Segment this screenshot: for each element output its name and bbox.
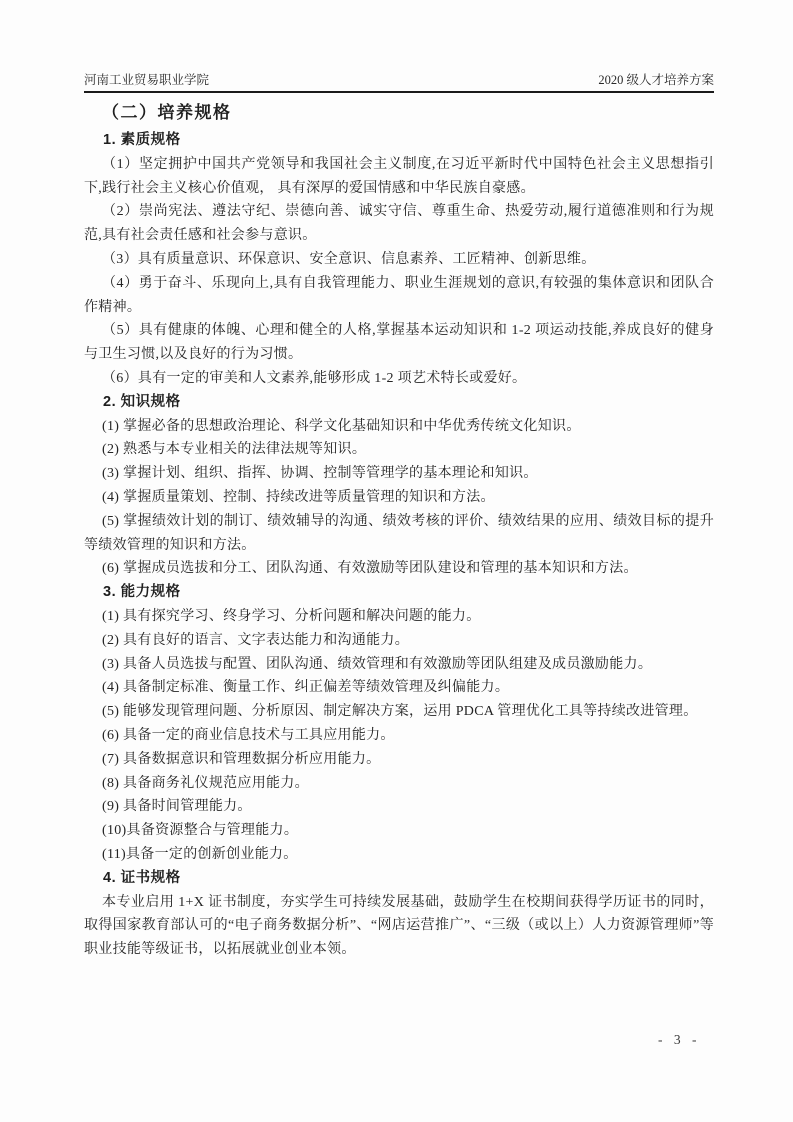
paragraph: (9) 具备时间管理能力。 — [102, 799, 252, 815]
header-divider — [84, 91, 714, 93]
document-body — [84, 129, 714, 962]
section-heading: 2. 知识规格 — [103, 393, 181, 410]
paragraph: (1) 具有探究学习、终身学习、分析问题和解决问题的能力。 — [102, 608, 481, 624]
header-plan-title: 2020 级人才培养方案 — [598, 73, 714, 87]
paragraph: (2) 具有良好的语言、文字表达能力和沟通能力。 — [102, 632, 410, 648]
paragraph: 本专业启用 1+X 证书制度，夯实学生可持续发展基础，鼓励学生在校期间获得学历证书的同时，取得国家教育部认可的“电子商务数据分析”、“网店运营推广”、“三级（或以上）人力资源管理师”等职业技能等级证书，以拓展就业创业本领。 — [84, 894, 714, 958]
paragraph: (8) 具备商务礼仪规范应用能力。 — [102, 775, 309, 791]
paragraph: (2) 熟悉与本专业相关的法律法规等知识。 — [102, 442, 367, 458]
paragraph: (11)具备一定的创新创业能力。 — [102, 846, 298, 862]
page-title: （二）培养规格 — [102, 103, 232, 122]
paragraph: (10)具备资源整合与管理能力。 — [102, 823, 299, 839]
page-header — [84, 70, 714, 88]
section-heading: 3. 能力规格 — [103, 584, 181, 601]
paragraph: (5) 掌握绩效计划的制订、绩效辅导的沟通、绩效考核的评价、绩效结果的应用、绩效目标的提升等绩效管理的知识和方法。 — [84, 513, 714, 553]
page-number: - 3 - — [658, 1032, 701, 1047]
paragraph: （5）具有健康的体魄、心理和健全的人格,掌握基本运动知识和 1-2 项运动技能,养成良好的健身与卫生习惯,以及良好的行为习惯。 — [84, 323, 714, 363]
section-heading: 1. 素质规格 — [103, 132, 181, 148]
paragraph: （4）勇于奋斗、乐现向上,具有自我管理能力、职业生涯规划的意识,有较强的集体意识和团队合作精神。 — [84, 275, 714, 315]
paragraph: (3) 掌握计划、组织、指挥、协调、控制等管理学的基本理论和知识。 — [102, 466, 538, 482]
paragraph: （6）具有一定的审美和人文素养,能够形成 1-2 项艺术特长或爱好。 — [102, 370, 527, 386]
paragraph: (1) 掌握必备的思想政治理论、科学文化基础知识和中华优秀传统文化知识。 — [102, 418, 581, 434]
paragraph: （3）具有质量意识、环保意识、安全意识、信息素养、工匠精神、创新思维。 — [102, 251, 596, 267]
paragraph: (6) 具备一定的商业信息技术与工具应用能力。 — [102, 727, 395, 743]
paragraph: (5) 能够发现管理问题、分析原因、制定解决方案，运用 PDCA 管理优化工具等持续改进管理。 — [102, 704, 698, 720]
paragraph: (4) 掌握质量策划、控制、持续改进等质量管理的知识和方法。 — [102, 489, 495, 505]
paragraph: （1）坚定拥护中国共产党领导和我国社会主义制度,在习近平新时代中国特色社会主义思想指引下,践行社会主义核心价值观， 具有深厚的爱国情感和中华民族自豪感。 — [84, 156, 714, 196]
paragraph: (6) 掌握成员选拔和分工、团队沟通、有效激励等团队建设和管理的基本知识和方法。 — [102, 561, 638, 577]
paragraph: (3) 具备人员选拔与配置、团队沟通、绩效管理和有效激励等团队组建及成员激励能力。 — [102, 656, 653, 672]
header-school-name: 河南工业贸易职业学院 — [84, 73, 210, 87]
paragraph: (7) 具备数据意识和管理数据分析应用能力。 — [102, 751, 381, 767]
paragraph: (4) 具备制定标准、衡量工作、纠正偏差等绩效管理及纠偏能力。 — [102, 680, 510, 696]
paragraph: （2）崇尚宪法、遵法守纪、崇德向善、诚实守信、尊重生命、热爱劳动,履行道德准则和行为规范,具有社会责任感和社会参与意识。 — [84, 204, 714, 244]
section-heading: 4. 证书规格 — [103, 869, 181, 886]
